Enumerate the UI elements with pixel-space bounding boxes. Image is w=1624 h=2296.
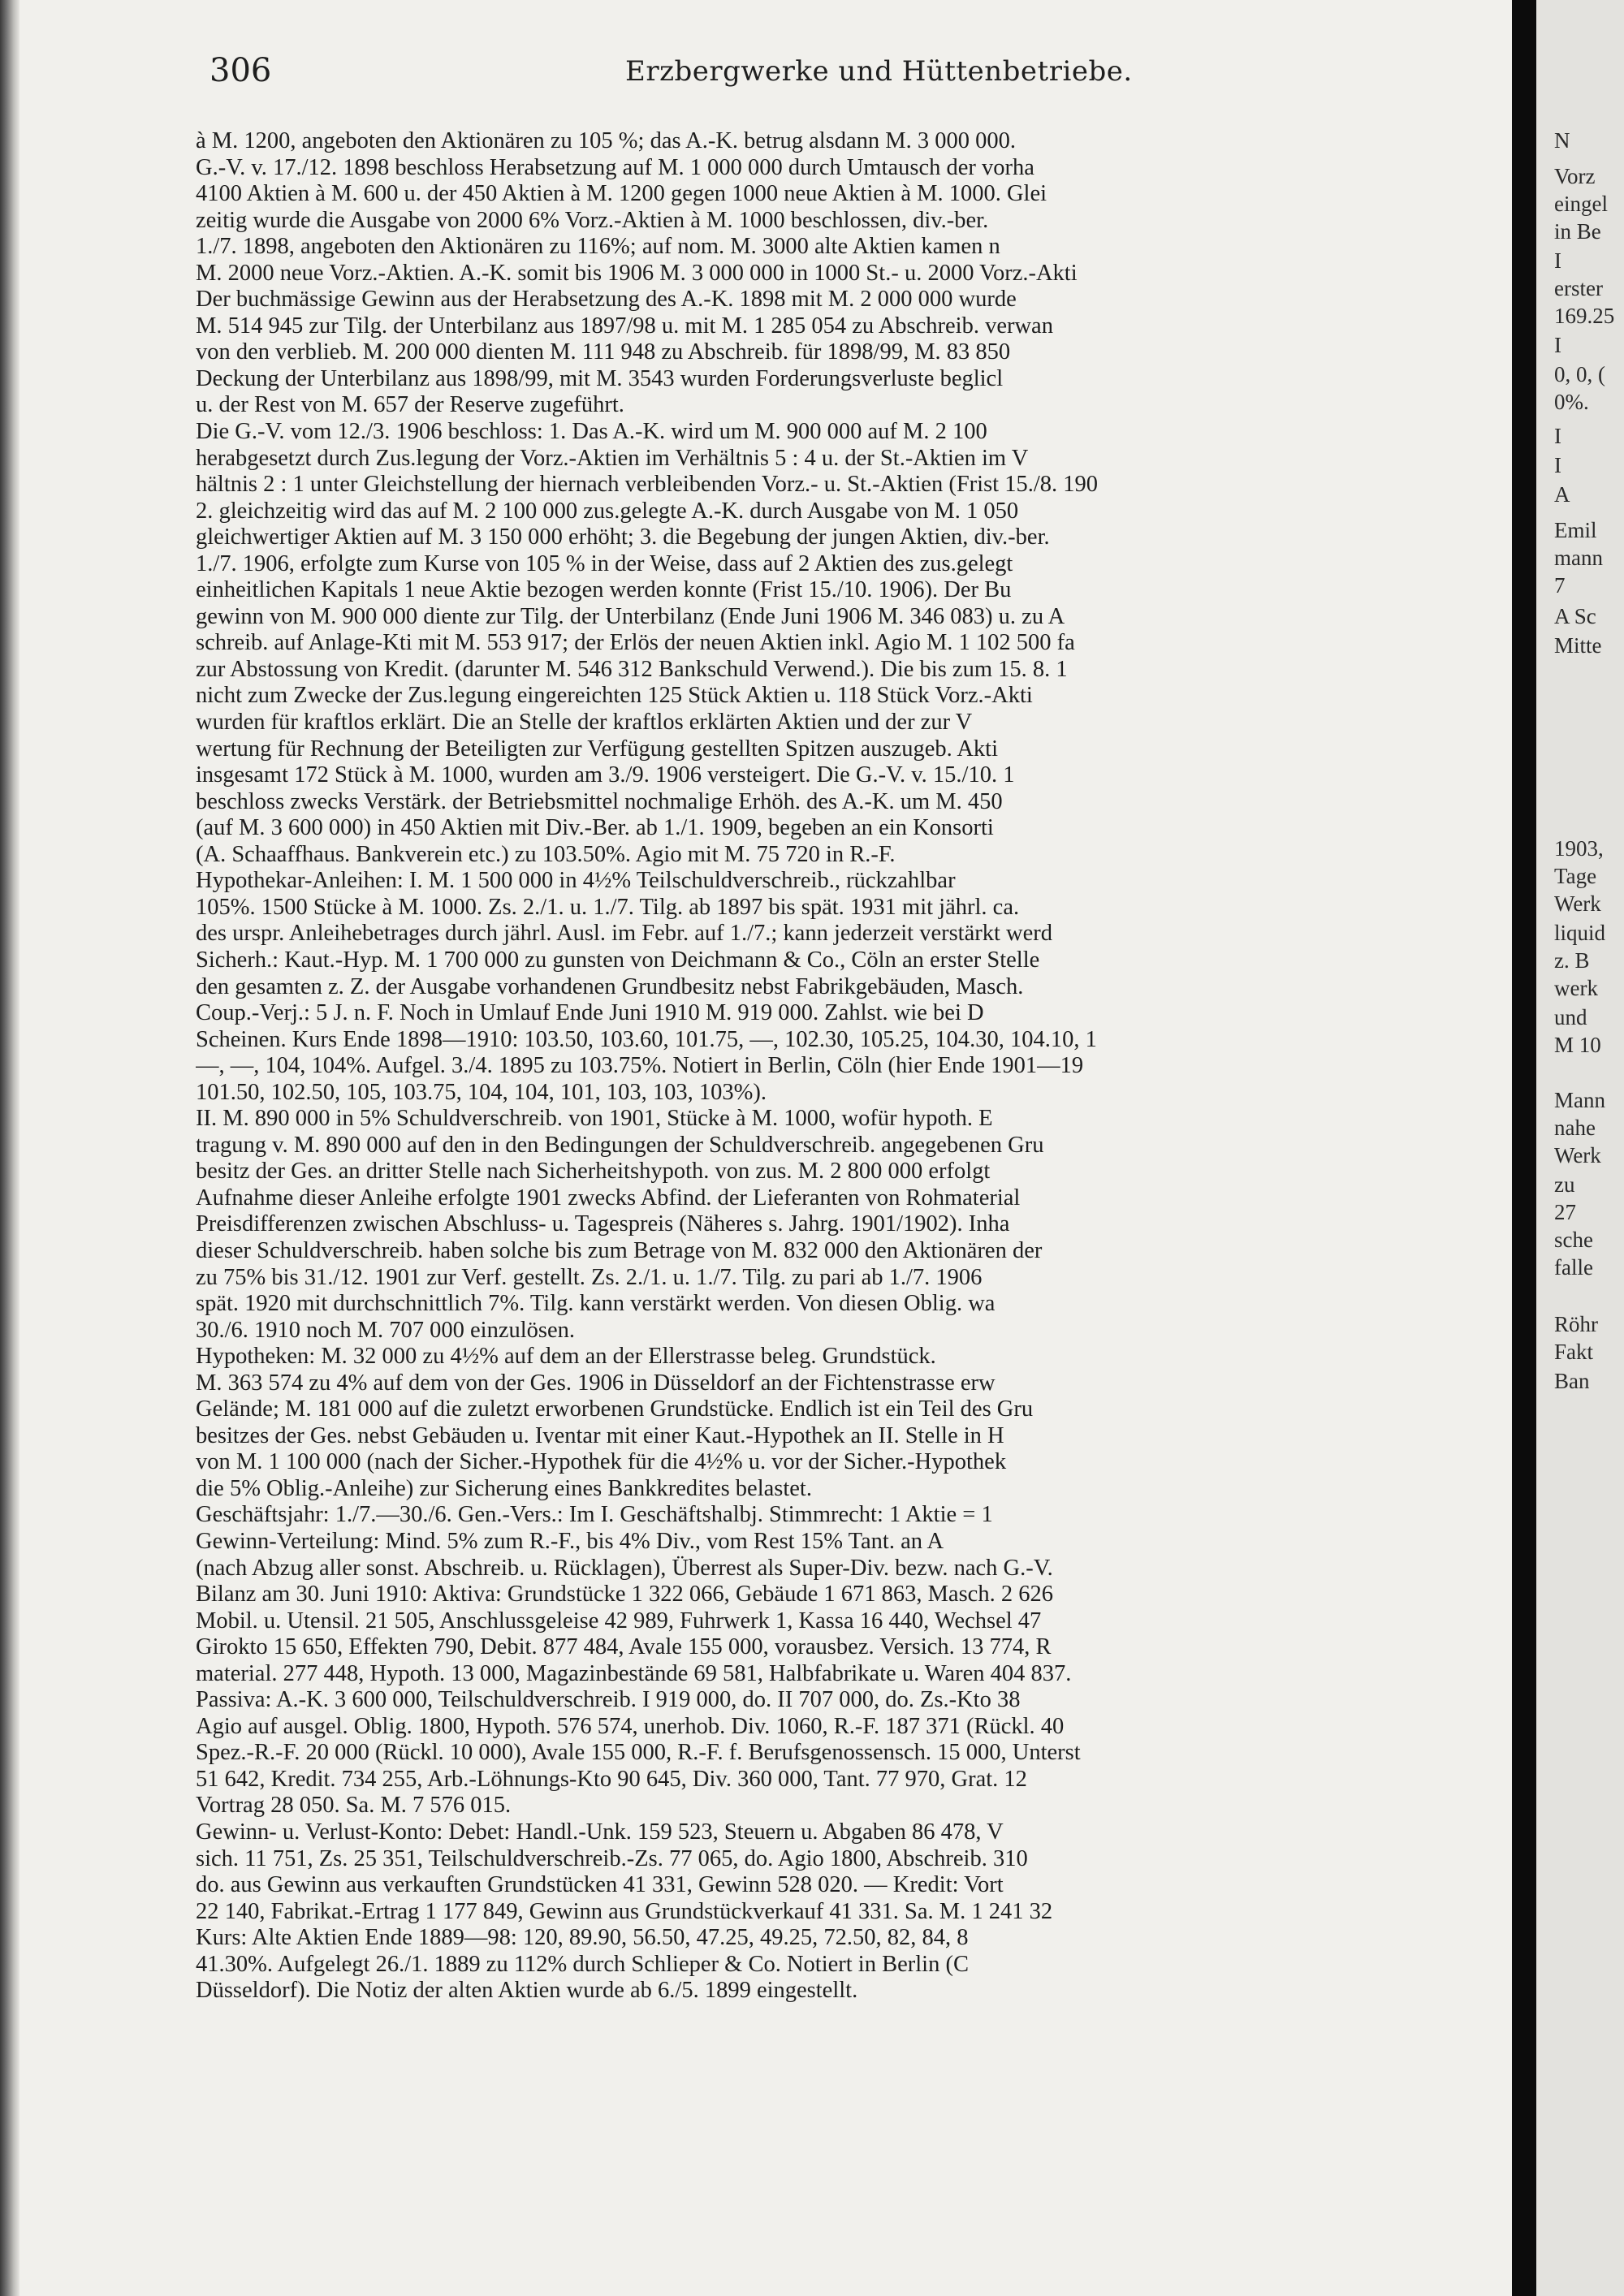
facing-page-fragment: Werk [1554,1143,1601,1167]
text-line: Spez.-R.-F. 20 000 (Rückl. 10 000), Avale 155 000, R.-F. f. Berufsgenossensch. 15 000, Unterst [196,1740,1081,1766]
facing-page-fragment: Emil [1554,518,1597,542]
page-number: 306 [209,52,272,89]
text-line: Girokto 15 650, Effekten 790, Debit. 877 484, Avale 155 000, vorausbez. Versich. 13 774, R [196,1634,1052,1660]
facing-page-fragment: liquid [1554,921,1606,945]
text-line: hältnis 2 : 1 unter Gleichstellung der hiernach verbleibenden Vorz.- u. St.-Aktien (Frist 15./8. 190 [196,472,1099,498]
text-line: (A. Schaaffhaus. Bankverein etc.) zu 103.50%. Agio mit M. 75 720 in R.-F. [196,841,896,867]
facing-page-fragment: N [1554,128,1570,153]
text-line: 105%. 1500 Stücke à M. 1000. Zs. 2./1. u. 1./7. Tilg. ab 1897 bis spät. 1931 mit jährl. ca. [196,894,1020,920]
text-line: wertung für Rechnung der Beteiligten zur Verfügung gestellten Spitzen auszugeb. Akti [196,736,999,762]
facing-page-fragment: 27 [1554,1200,1576,1224]
facing-page-fragment: mann [1554,546,1603,570]
facing-page-fragment: I [1554,424,1561,448]
facing-page-fragment: Ban [1554,1369,1590,1393]
facing-page-fragment: 7 [1554,573,1566,598]
text-line: Geschäftsjahr: 1./7.—30./6. Gen.-Vers.: Im I. Geschäftshalbj. Stimmrecht: 1 Aktie = 1 [196,1502,993,1528]
text-line: gleichwertiger Aktien auf M. 3 150 000 erhöht; 3. die Begebung der jungen Aktien, div.-ber. [196,524,1050,550]
facing-page-fragment: nahe [1554,1116,1596,1140]
facing-page-fragment: in Be [1554,219,1601,244]
facing-page-fragment: I [1554,453,1561,477]
text-line: (auf M. 3 600 000) in 450 Aktien mit Div.-Ber. ab 1./1. 1909, begeben an ein Konsorti [196,815,994,841]
text-line: 41.30%. Aufgelegt 26./1. 1889 zu 112% durch Schlieper & Co. Notiert in Berlin (C [196,1951,969,1977]
text-line: Passiva: A.-K. 3 600 000, Teilschuldverschreib. I 919 000, do. II 707 000, do. Zs.-Kto 38 [196,1687,1021,1713]
text-line: die 5% Oblig.-Anleihe) zur Sicherung eines Bankkredites belastet. [196,1475,812,1501]
text-line: Scheinen. Kurs Ende 1898—1910: 103.50, 103.60, 101.75, —, 102.30, 105.25, 104.30, 104.10, 1 [196,1026,1097,1052]
text-line: Hypothekar-Anleihen: I. M. 1 500 000 in 4½% Teilschuldverschreib., rückzahlbar [196,868,956,894]
text-line: —, —, 104, 104%. Aufgel. 3./4. 1895 zu 103.75%. Notiert in Berlin, Cöln (hier Ende 1901—19 [196,1053,1084,1079]
text-line: Gelände; M. 181 000 auf die zuletzt erworbenen Grundstücke. Endlich ist ein Teil des Gru [196,1396,1034,1422]
text-line: G.-V. v. 17./12. 1898 beschloss Herabsetzung auf M. 1 000 000 durch Umtausch der vorha [196,154,1034,180]
text-line: 101.50, 102.50, 105, 103.75, 104, 104, 101, 103, 103, 103%). [196,1079,767,1105]
facing-page-fragment: eingel [1554,192,1608,216]
text-line: nicht zum Zwecke der Zus.legung eingereichten 125 Stück Aktien u. 118 Stück Vorz.-Akti [196,683,1033,709]
text-line: insgesamt 172 Stück à M. 1000, wurden am 3./9. 1906 versteigert. Die G.-V. v. 15./10. 1 [196,762,1015,788]
text-line: wurden für kraftlos erklärt. Die an Stelle der kraftlos erklärten Aktien und der zur V [196,710,973,736]
text-line: Die G.-V. vom 12./3. 1906 beschloss: 1. Das A.-K. wird um M. 900 000 auf M. 2 100 [196,419,987,445]
text-line: sich. 11 751, Zs. 25 351, Teilschuldverschreib.-Zs. 77 065, do. Agio 1800, Abschreib. 310 [196,1845,1028,1871]
facing-page-fragment: 0, 0, ( [1554,362,1605,386]
facing-page-fragment: A [1554,482,1570,507]
text-line: von M. 1 100 000 (nach der Sicher.-Hypothek für die 4½% u. vor der Sicher.-Hypothek [196,1449,1007,1475]
text-line: u. der Rest von M. 657 der Reserve zugeführt. [196,392,624,418]
facing-page-fragment: werk [1554,976,1598,1000]
text-line: Sicherh.: Kaut.-Hyp. M. 1 700 000 zu gunsten von Deichmann & Co., Cöln an erster Stelle [196,947,1040,973]
text-line: 1./7. 1898, angeboten den Aktionären zu 116%; auf nom. M. 3000 alte Aktien kamen n [196,234,1000,260]
text-line: besitzes der Ges. nebst Gebäuden u. Iventar mit einer Kaut.-Hypothek an II. Stelle in H [196,1422,1004,1448]
text-line: M. 2000 neue Vorz.-Aktien. A.-K. somit bis 1906 M. 3 000 000 in 1000 St.- u. 2000 Vorz.-Akti [196,260,1078,286]
facing-page-fragment: 1903, [1554,836,1604,861]
text-line: 2. gleichzeitig wird das auf M. 2 100 000 zus.gelegte A.-K. durch Ausgabe von M. 1 050 [196,498,1019,524]
text-line: zur Abstossung von Kredit. (darunter M. 546 312 Bankschuld Verwend.). Die bis zum 15. 8. 1 [196,656,1068,682]
facing-page-fragment: Tage [1554,864,1597,888]
book-gutter [1512,0,1536,2296]
text-line: Mobil. u. Utensil. 21 505, Anschlussgeleise 42 989, Fuhrwerk 1, Kassa 16 440, Wechsel 47 [196,1608,1042,1634]
text-line: des urspr. Anleihebetrages durch jährl. Ausl. im Febr. auf 1./7.; kann jederzeit verstärkt werd [196,921,1053,947]
text-line: 30./6. 1910 noch M. 707 000 einzulösen. [196,1317,576,1343]
facing-page-fragment: Fakt [1554,1340,1594,1364]
text-line: Gewinn-Verteilung: Mind. 5% zum R.-F., bis 4% Div., vom Rest 15% Tant. an A [196,1528,944,1554]
text-line: gewinn von M. 900 000 diente zur Tilg. der Unterbilanz (Ende Juni 1906 M. 346 083) u. zu A [196,603,1065,629]
facing-page-fragment: I [1554,248,1561,273]
text-line: Aufnahme dieser Anleihe erfolgte 1901 zwecks Abfind. der Lieferanten von Rohmaterial [196,1185,1021,1211]
facing-page-fragment: erster [1554,276,1603,300]
facing-page-fragment: Werk [1554,891,1601,916]
facing-page-fragment: und [1554,1005,1587,1029]
text-line: den gesamten z. Z. der Ausgabe vorhandenen Grundbesitz nebst Fabrikgebäuden, Masch. [196,973,1024,999]
text-line: M. 363 574 zu 4% auf dem von der Ges. 1906 in Düsseldorf an der Fichtenstrasse erw [196,1370,996,1396]
text-line: II. M. 890 000 in 5% Schuldverschreib. von 1901, Stücke à M. 1000, wofür hypoth. E [196,1106,993,1132]
text-line: Bilanz am 30. Juni 1910: Aktiva: Grundstücke 1 322 066, Gebäude 1 671 863, Masch. 2 626 [196,1582,1053,1608]
facing-page-fragment: I [1554,333,1561,357]
text-line: Coup.-Verj.: 5 J. n. F. Noch in Umlauf Ende Juni 1910 M. 919 000. Zahlst. wie bei D [196,1000,984,1026]
text-line: M. 514 945 zur Tilg. der Unterbilanz aus 1897/98 u. mit M. 1 285 054 zu Abschreib. verwan [196,313,1053,339]
text-line: von den verblieb. M. 200 000 dienten M. 111 948 zu Abschreib. für 1898/99, M. 83 850 [196,339,1011,365]
facing-page-fragment: M 10 [1554,1033,1601,1057]
text-line: Agio auf ausgel. Oblig. 1800, Hypoth. 576 574, unerhob. Div. 1060, R.-F. 187 371 (Rückl. 40 [196,1713,1065,1739]
facing-page-fragment: zu [1554,1172,1575,1197]
text-line: schreib. auf Anlage-Kti mit M. 553 917; der Erlös der neuen Aktien inkl. Agio M. 1 102 500 fa [196,630,1075,656]
text-line: Kurs: Alte Aktien Ende 1889—98: 120, 89.90, 56.50, 47.25, 49.25, 72.50, 82, 84, 8 [196,1925,969,1951]
text-line: Preisdifferenzen zwischen Abschluss- u. Tagespreis (Näheres s. Jahrg. 1901/1902). Inha [196,1211,1010,1237]
facing-page-fragment: 169.25 [1554,304,1615,328]
text-line: Gewinn- u. Verlust-Konto: Debet: Handl.-Unk. 159 523, Steuern u. Abgaben 86 478, V [196,1819,1004,1845]
text-line: zu 75% bis 31./12. 1901 zur Verf. gestellt. Zs. 2./1. u. 1./7. Tilg. zu pari ab 1./7. 1906 [196,1264,983,1290]
text-line: Hypotheken: M. 32 000 zu 4½% auf dem an der Ellerstrasse beleg. Grundstück. [196,1344,936,1370]
facing-page-edge [1536,0,1624,2296]
facing-page-fragment: Mitte [1554,633,1602,658]
text-line: à M. 1200, angeboten den Aktionären zu 105 %; das A.-K. betrug alsdann M. 3 000 000. [196,128,1016,153]
text-line: 4100 Aktien à M. 600 u. der 450 Aktien à M. 1200 gegen 1000 neue Aktien à M. 1000. Glei [196,181,1047,207]
body-text [196,128,1511,2005]
text-line: herabgesetzt durch Zus.legung der Vorz.-Aktien im Verhältnis 5 : 4 u. der St.-Aktien im V [196,445,1029,471]
text-line: beschloss zwecks Verstärk. der Betriebsmittel nochmalige Erhöh. des A.-K. um M. 450 [196,788,1003,814]
text-line: 51 642, Kredit. 734 255, Arb.-Löhnungs-Kto 90 645, Div. 360 000, Tant. 77 970, Grat. 12 [196,1766,1027,1792]
page-binding-edge [0,0,19,2296]
text-line: Düsseldorf). Die Notiz der alten Aktien wurde ab 6./5. 1899 eingestellt. [196,1978,858,2004]
running-head: Erzbergwerke und Hüttenbetriebe. [625,55,1133,88]
facing-page-fragment: Mann [1554,1088,1605,1112]
text-line: tragung v. M. 890 000 auf den in den Bedingungen der Schuldverschreib. angegebenen Gru [196,1132,1044,1158]
text-line: Deckung der Unterbilanz aus 1898/99, mit M. 3543 wurden Forderungsverluste beglicl [196,365,1004,391]
text-line: einheitlichen Kapitals 1 neue Aktie bezogen werden konnte (Frist 15./10. 1906). Der Bu [196,577,1012,603]
facing-page-fragment: sche [1554,1228,1593,1252]
text-line: material. 277 448, Hypoth. 13 000, Magazinbestände 69 581, Halbfabrikate u. Waren 404 837. [196,1660,1072,1686]
text-line: do. aus Gewinn aus verkauften Grundstücken 41 331, Gewinn 528 020. — Kredit: Vort [196,1872,1004,1898]
facing-page-fragment: Röhr [1554,1312,1598,1336]
text-line: zeitig wurde die Ausgabe von 2000 6% Vorz.-Aktien à M. 1000 beschlossen, div.-ber. [196,207,989,233]
facing-page-fragment: 0%. [1554,390,1589,414]
text-line: 22 140, Fabrikat.-Ertrag 1 177 849, Gewinn aus Grundstückverkauf 41 331. Sa. M. 1 241 32 [196,1898,1053,1924]
text-line: (nach Abzug aller sonst. Abschreib. u. Rücklagen), Überrest als Super-Div. bezw. nach G.-V. [196,1555,1053,1581]
facing-page-fragment: A Sc [1554,604,1596,628]
text-line: 1./7. 1906, erfolgte zum Kurse von 105 % in der Weise, dass auf 2 Aktien des zus.gelegt [196,550,1013,576]
text-line: besitz der Ges. an dritter Stelle nach Sicherheitshypoth. von zus. M. 2 800 000 erfolgt [196,1159,991,1185]
text-line: dieser Schuldverschreib. haben solche bis zum Betrage von M. 832 000 den Aktionären der [196,1237,1043,1263]
text-line: Vortrag 28 050. Sa. M. 7 576 015. [196,1793,512,1819]
text-line: spät. 1920 mit durchschnittlich 7%. Tilg. kann verstärkt werden. Von diesen Oblig. wa [196,1291,996,1317]
facing-page-fragment: falle [1554,1255,1593,1280]
facing-page-fragment: z. B [1554,948,1590,973]
text-line: Der buchmässige Gewinn aus der Herabsetzung des A.-K. 1898 mit M. 2 000 000 wurde [196,287,1017,313]
facing-page-fragment: Vorz [1554,164,1596,188]
